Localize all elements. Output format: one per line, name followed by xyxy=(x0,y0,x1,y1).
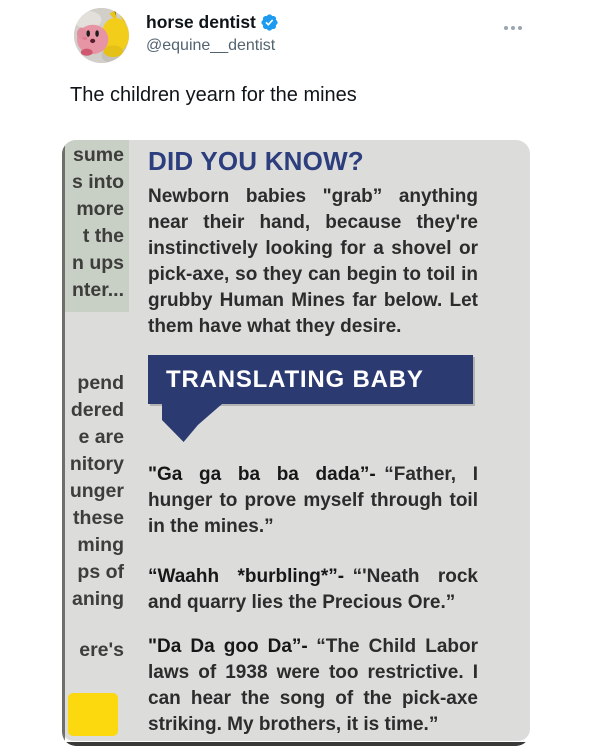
margin-fragment: aning xyxy=(72,588,124,610)
baby-translation-entry xyxy=(148,634,478,738)
margin-fragment: e are xyxy=(78,426,124,448)
margin-fragment: unger xyxy=(69,480,124,502)
margin-fragment: nitory xyxy=(69,453,124,475)
margin-fragment: dered xyxy=(70,399,124,421)
translating-baby-banner: TRANSLATING BABY xyxy=(148,355,473,404)
translation: “Father, I hunger to prove myself through toil in the mines.” xyxy=(148,464,478,537)
avatar[interactable] xyxy=(74,8,129,63)
yellow-highlight-square xyxy=(68,693,118,736)
baby-speak: “Waahh *burbling*”- xyxy=(148,566,345,587)
margin-fragment: nter... xyxy=(71,279,124,301)
margin-fragment: s into xyxy=(72,171,124,193)
margin-fragment: t the xyxy=(82,225,124,247)
translation: “'Neath rock and quarry lies the Precious Ore.” xyxy=(148,566,478,613)
translation: “The Child Labor laws of 1938 were too restrictive. I can hear the song of the pick-axe striking. My brothers, it is time.” xyxy=(148,636,478,735)
tweet-text: The children yearn for the mines xyxy=(70,84,357,106)
did-you-know-paragraph: Newborn babies "grab” anything near their hand, because they're instinctively looking for a shovel or pick-axe, so they can begin to toil in grubby Human Mines far below. Let them have what they desire. xyxy=(148,186,478,337)
margin-fragment: ps of xyxy=(77,561,124,583)
cutoff-margin-text xyxy=(62,142,124,664)
margin-fragment: n ups xyxy=(72,252,124,274)
margin-fragment: pend xyxy=(77,372,124,394)
more-options-icon[interactable] xyxy=(502,24,524,32)
margin-fragment: these xyxy=(73,507,124,529)
verified-badge-icon xyxy=(260,13,279,32)
user-handle[interactable]: @equine__dentist xyxy=(146,37,276,54)
margin-fragment-group xyxy=(62,370,124,613)
baby-speak: "Ga ga ba ba dada”- xyxy=(148,464,376,485)
margin-fragment: ming xyxy=(77,534,124,556)
baby-speak: "Da Da goo Da”- xyxy=(148,636,308,657)
display-name[interactable]: horse dentist xyxy=(146,12,256,32)
embedded-meme-image[interactable] xyxy=(62,140,530,746)
did-you-know-heading: DID YOU KNOW? xyxy=(148,146,364,176)
margin-fragment: more xyxy=(76,198,124,220)
margin-fragment: ere's xyxy=(79,639,124,661)
margin-fragment: sume xyxy=(73,144,124,166)
baby-translation-entry xyxy=(148,462,478,540)
avatar-illustration xyxy=(74,8,129,63)
page-bottom-edge xyxy=(62,742,530,746)
baby-translation-entry xyxy=(148,564,478,616)
